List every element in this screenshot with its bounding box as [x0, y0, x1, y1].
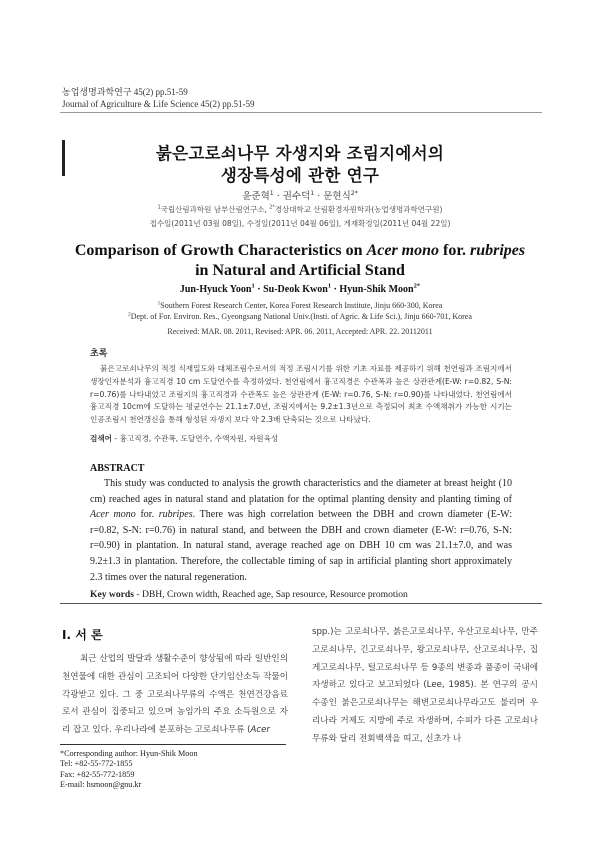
affiliation-en-2 [0, 312, 600, 321]
footnote [60, 749, 198, 791]
author-ko-1-sup: 1 [269, 189, 274, 197]
abstract-ko-heading: 초록 [90, 349, 108, 359]
title-en-part: for. [439, 242, 470, 259]
dates-en: Received: MAR. 08. 2011, Revised: APR. 06. 2011, Accepted: APR. 22. 20112011 [167, 327, 433, 336]
intro-left-text: 최근 산업의 발달과 생활수준이 향상됨에 따라 일반인의 천연물에 대한 관심이 고조되어 다양한 단기임산소득 작물이 각광받고 있다. 그 중 고로쇠나무류의 수액은 천연건강음료로서 관심이 집중되고 있으며 농임가의 주요 소득원으로 자리 잡고 있다. 우리나라에 분포하는 고로쇠나무류 ( [62, 654, 288, 736]
affil-ko-1: 국립산림과학원 남부산림연구소, [160, 205, 270, 214]
authors-ko [0, 188, 600, 202]
title-en-variety: rubripes [469, 242, 526, 259]
affiliation-ko [0, 204, 600, 215]
affiliation-en-1 [0, 301, 600, 310]
footnote-corresponding: *Corresponding author: Hyun-Shik Moon [60, 749, 198, 758]
abstract-en-variety: rubripes [158, 509, 193, 521]
affil-en-1-sup: 1 [157, 300, 161, 307]
title-en-line-2: in Natural and Artificial Stand [195, 262, 405, 279]
dates-ko: 접수일(2011년 03월 08일), 수정일(2011년 04월 06일), 게재확정일(2011년 04월 22일) [149, 219, 451, 228]
author-sep: · [314, 191, 324, 202]
affil-ko-2: 경상대학교 산림환경자원학과(농업생명과학연구원) [274, 205, 443, 214]
journal-ko: 농업생명과학연구 45(2) pp.51-59 [62, 87, 188, 97]
title-en-species: Acer mono [366, 242, 440, 259]
affil-ko-1-sup: 1 [157, 204, 161, 211]
author-ko-3: 문현식 [323, 191, 351, 202]
author-sep: · [273, 191, 283, 202]
keywords-ko-list: - 흉고직경, 수관폭, 도달연수, 수액자원, 자원육성 [112, 433, 279, 443]
affil-ko-2-sup: 2* [269, 204, 275, 211]
footnote-rule [60, 744, 286, 745]
footnote-tel: Tel: +82-55-772-1855 [60, 759, 133, 769]
journal-en: Journal of Agriculture & Life Science 45(2) pp.51-59 [62, 99, 255, 109]
footnote-email: E-mail: hsmoon@gnu.kr [60, 780, 142, 790]
author-en-1-sup: 1 [251, 282, 255, 290]
abstract-en-heading: ABSTRACT [90, 463, 145, 474]
affil-en-1: Southern Forest Research Center, Korea Forest Research Institute, Jinju 660-300, Korea [160, 301, 443, 310]
keywords-en-list: - DBH, Crown width, Reached age, Sap resource, Resource promotion [133, 589, 408, 601]
title-ko-line-2: 생장특성에 관한 연구 [220, 166, 380, 185]
abstract-en-part: . There was high correlation between the DBH and crown diameter (E-W: r=0.82, S-N: r=0.76) in natural stand, and between the DBH and crown diameter (E-W: r=0.76, S-N: r=0.90) in plantation. In natural stand, average reached age on DBH 10 cm was 21.1±7.0, and was 9.2±1.3 in plantation. Therefore, the collectable timing of sap in artificial planting short approximately 2.3 times over the natural regeneration. [90, 509, 513, 583]
abstract-ko [90, 346, 512, 444]
title-en-part: Comparison of Growth Characteristics on [74, 242, 367, 259]
abstract-en-species: Acer mono [90, 509, 136, 521]
title-ko-line-1: 붉은고로쇠나무 자생지와 조림지에서의 [155, 144, 445, 163]
keywords-en-label: Key words [90, 589, 134, 601]
author-sep: · [331, 284, 340, 295]
intro-left-column [62, 651, 288, 736]
keywords-ko [90, 433, 512, 444]
affil-en-2: Dept. of For. Environ. Res., Gyeongsang National Univ.(Insti. of Agric. & Life Sci.), Jinju 660-701, Korea [130, 312, 472, 321]
authors-en [0, 284, 600, 295]
author-ko-1: 윤준혁 [242, 191, 270, 202]
abstract-divider [60, 603, 542, 604]
abstract-en-part: for. [135, 509, 159, 521]
keywords-en [90, 589, 512, 600]
author-ko-2-sup: 1 [310, 189, 315, 197]
intro-right-column: spp.)는 고로쇠나무, 붉은고로쇠나무, 우산고로쇠나무, 만주고로쇠나무, 긴고로쇠나무, 왕고로쇠나무, 산고로쇠나무, 집게고로쇠나무, 털고로쇠나무 등 9종의 변종과 품종이 국내에 자생하고 있다고 보고되었다 (Lee, 1985). 본 연구의 공시수종인 붉은고로쇠나무는 해변고로쇠나무라고도 불리며 우리나라 거제도 지방에 주로 자생하며, 수피가 다른 고로쇠나무류와 달리 전회백색을 띠고, 신초가 나 [312, 627, 538, 744]
abstract-en-text [90, 476, 512, 585]
abstract-ko-text: 붉은고로쇠나무의 적정 식재밀도와 대체조림수로서의 적정 조림시기를 위한 기초 자료를 제공하기 위해 천연림과 조림지에서 생장인자분석과 흉고직경 10 cm 도달연수를 측정하였다. 천연림에서 흉고직경은 수관폭과 높은 상관관계(E-W: r=0.82, S-N: r=0.76)를 나타내었고 조림지의 흉고직경과 수관폭도 높은 상관관계 (E-W: r=0.76, S-N: r=0.90)를 나타내었다. 천연림에서 흉고직경 10cm에 도달하는 평균연수는 21.1±7.0년, 조림지에서는 9.2±1.3년으로 측정되어 최초 수액채취가 가능한 시기는 인공조림시 천연갱신을 통해 형성된 자생지 보다 약 2.3배 단축되는 것으로 나타났다. [90, 364, 512, 425]
author-en-2-sup: 1 [327, 282, 332, 290]
author-ko-3-sup: 2* [350, 189, 358, 197]
header-rule [60, 112, 542, 113]
section-heading-intro: Ⅰ. 서 론 [62, 628, 103, 642]
author-ko-2: 권수덕 [282, 191, 311, 202]
abstract-en [90, 463, 512, 600]
abstract-en-part: This study was conducted to analysis the growth characteristics and the diameter at breast height (10 cm) reached ages in natural stand and platation for the optimal planting density and planting timing of [90, 478, 512, 505]
intro-left-genus: Acer [250, 725, 270, 736]
keywords-ko-label: 검색어 [90, 433, 113, 443]
author-en-2: Su-Deok Kwon [263, 284, 328, 295]
affil-en-2-sup: 2 [128, 311, 131, 318]
title-en-line-1 [0, 242, 600, 260]
running-header [62, 86, 254, 110]
author-en-3: Hyun-Shik Moon [339, 284, 414, 295]
author-sep: · [254, 284, 264, 295]
footnote-fax: Fax: +82-55-772-1859 [60, 769, 135, 779]
author-en-3-sup: 2* [413, 282, 421, 290]
author-en-1: Jun-Hyuck Yoon [179, 284, 252, 295]
